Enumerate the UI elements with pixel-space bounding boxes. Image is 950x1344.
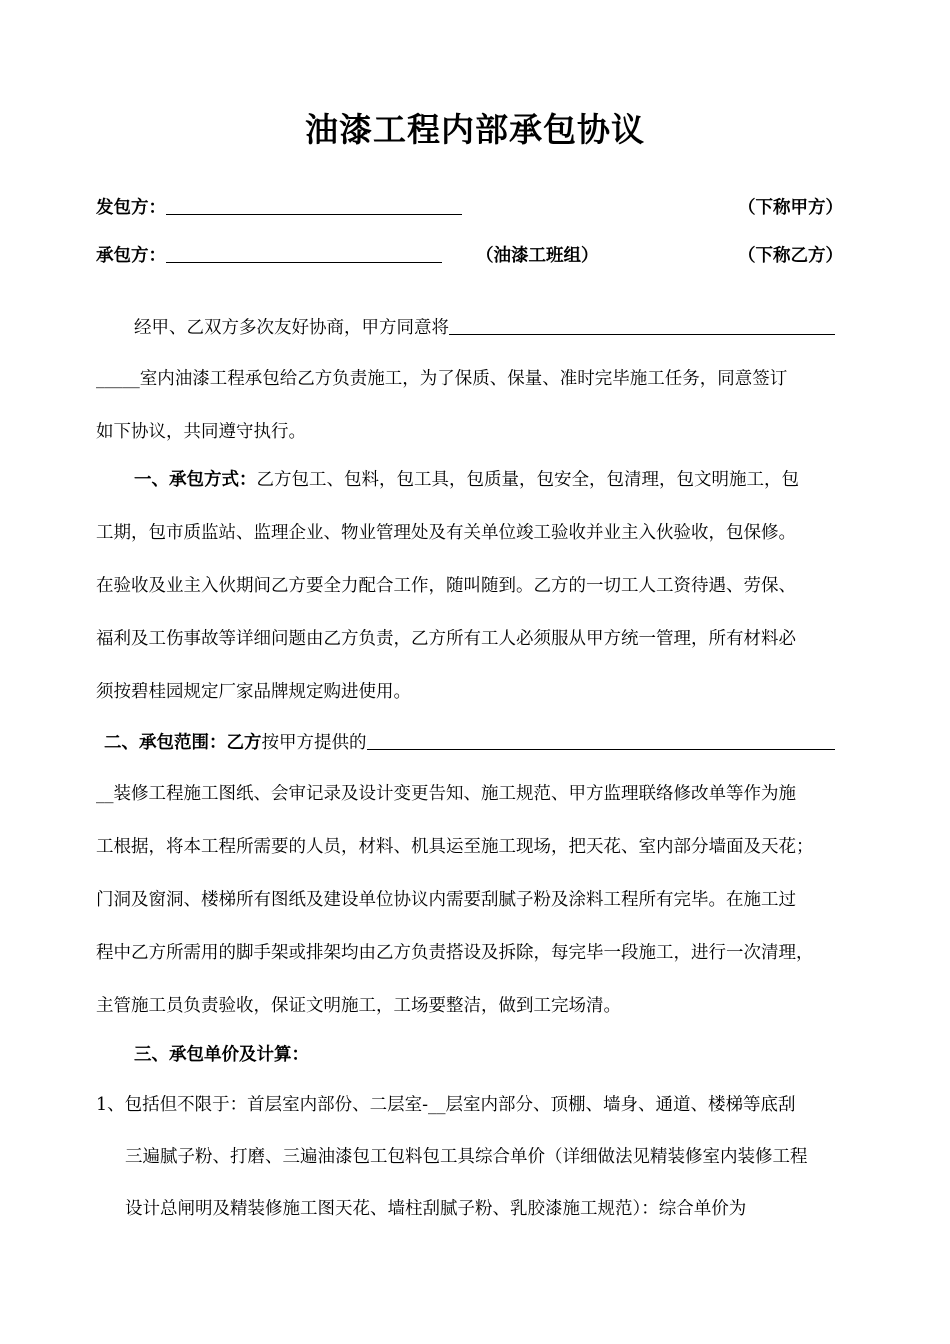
section2-line-3: 工根据，将本工程所需要的人员，材料、机具运至施工现场，把天花、室内部分墙面及天花； <box>96 837 814 857</box>
section3-item1-text-1: 包括但不限于：首层室内部份、二层室-__层室内部分、顶棚、墙身、通道、楼梯等底刮 <box>124 1095 796 1115</box>
intro-text-1: 经甲、乙双方多次友好协商，甲方同意将 <box>134 318 449 338</box>
employer-alias: （下称甲方） <box>738 198 843 218</box>
intro-line-3: 如下协议，共同遵守执行。 <box>96 422 306 442</box>
contractor-line <box>96 242 442 268</box>
section1-line-5: 须按碧桂园规定厂家品牌规定购进使用。 <box>96 682 411 702</box>
section1-line-3: 在验收及业主入伙期间乙方要全力配合工作，随叫随到。乙方的一切工人工资待遇、劳保、 <box>96 576 796 596</box>
section2-text-2: 装修工程施工图纸、会审记录及设计变更告知、施工规范、甲方监理联络修改单等作为施 <box>113 784 796 804</box>
contractor-team: （油漆工班组） <box>476 246 599 266</box>
contractor-blank <box>166 244 442 263</box>
section1-line-4: 福利及工伤事故等详细问题由乙方负责，乙方所有工人必须服从甲方统一管理，所有材料必 <box>96 629 796 649</box>
employer-label: 发包方： <box>96 198 166 218</box>
section2-party: 乙方 <box>226 733 262 753</box>
section2-line-4: 门洞及窗洞、楼梯所有图纸及建设单位协议内需要刮腻子粉及涂料工程所有完毕。在施工过 <box>96 890 796 910</box>
section1-text-1: 乙方包工、包料，包工具，包质量，包安全，包清理，包文明施工，包 <box>256 470 799 490</box>
employer-line <box>96 194 462 220</box>
contractor-alias: （下称乙方） <box>738 246 843 266</box>
section2-blank-prefix: __ <box>96 784 114 804</box>
section3-item1-number: 1、 <box>96 1095 125 1115</box>
employer-blank <box>166 196 462 215</box>
intro-text-2: 室内油漆工程承包给乙方负责施工，为了保质、保量、准时完毕施工任务，同意签订 <box>139 369 788 389</box>
section3-item1-line-1 <box>96 1093 796 1117</box>
section2-line-5: 程中乙方所需用的脚手架或排架均由乙方负责搭设及拆除，每完毕一段施工，进行一次清理， <box>96 943 814 963</box>
section3-item1-line-2: 三遍腻子粉、打磨、三遍油漆包工包料包工具综合单价（详细做法见精装修室内装修工程 <box>125 1147 808 1167</box>
section2-line-1 <box>104 729 835 755</box>
intro-line-1 <box>134 314 835 340</box>
section1-heading: 一、承包方式： <box>134 470 257 490</box>
section2-blank <box>367 731 835 750</box>
section2-heading: 二、承包范围： <box>104 733 227 753</box>
contractor-label: 承包方： <box>96 246 166 266</box>
section3-heading: 三、承包单价及计算： <box>134 1045 309 1065</box>
project-name-blank <box>449 316 835 335</box>
intro-line-2 <box>96 367 787 391</box>
document-title: 油漆工程内部承包协议 <box>305 110 645 149</box>
section2-text-1: 按甲方提供的 <box>261 733 367 753</box>
section1-line-2: 工期，包市质监站、监理企业、物业管理处及有关单位竣工验收并业主入伙验收，包保修。 <box>96 523 796 543</box>
section3-item1-line-3: 设计总闸明及精装修施工图天花、墙柱刮腻子粉、乳胶漆施工规范）：综合单价为 <box>125 1199 747 1219</box>
section2-line-2 <box>96 782 796 806</box>
section2-line-6: 主管施工员负责验收，保证文明施工，工场要整洁，做到工完场清。 <box>96 996 621 1016</box>
section1-line-1 <box>134 468 799 492</box>
intro-blank-prefix: _____ <box>96 369 140 389</box>
